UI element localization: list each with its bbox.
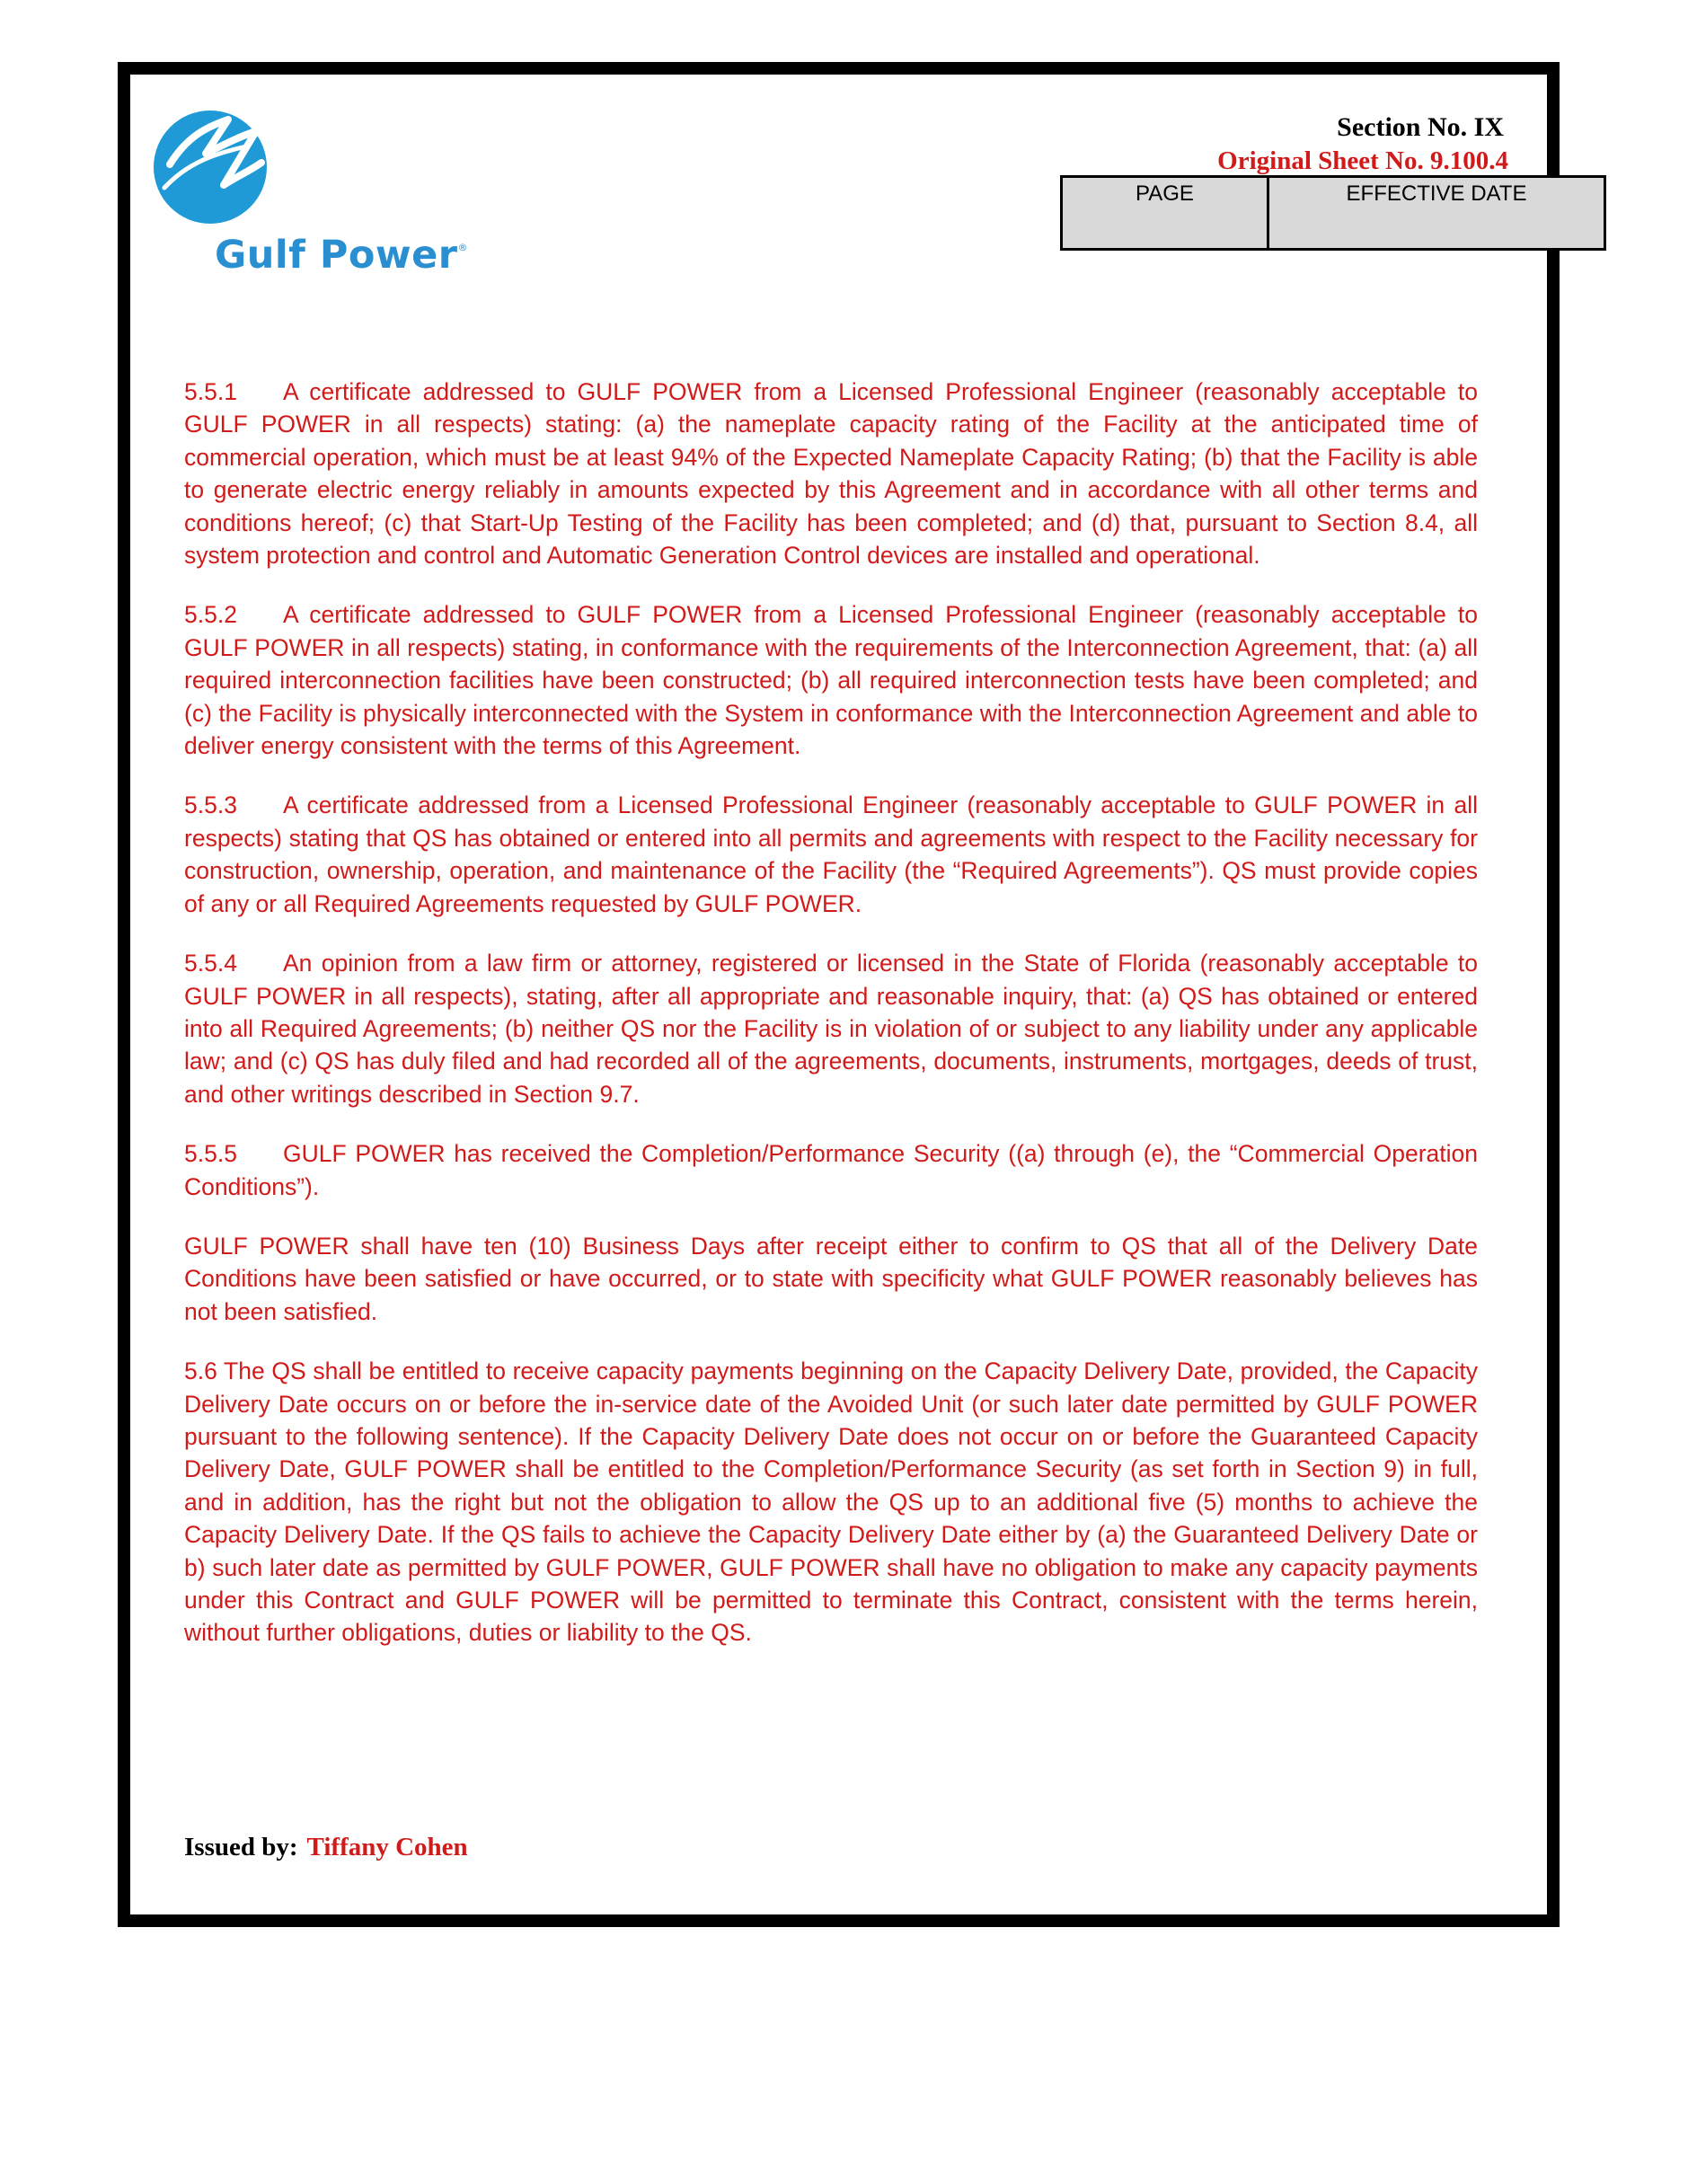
page-effective-date-table xyxy=(1060,175,1606,251)
paragraph-number: 5.5.2 xyxy=(184,601,237,629)
paragraph-number: 5.5.3 xyxy=(184,791,237,819)
paragraph-text: 5.6 The QS shall be entitled to receive capacity payments beginning on the Capacity Delivery Date, provided, the Capacity Delivery Date occurs on or before the in-service date of the Avoided Unit (or such later date permitted by GULF POWER pursuant to the following sentence). If the Capacity Delivery Date does not occur on or before the Guaranteed Capacity Delivery Date, GULF POWER shall be entitled to the Completion/Performance Security (as set forth in Section 9) in full, and in addition, has the right but not the obligation to allow the QS up to an additional five (5) months to achieve the Capacity Delivery Date. If the QS fails to achieve the Capacity Delivery Date either by (a) the Guaranteed Delivery Date or b) such later date as permitted by GULF POWER, GULF POWER shall have no obligation to make any capacity payments under this Contract and GULF POWER will be permitted to terminate this Contract, consistent with the terms herein, without further obligations, duties or liability to the QS. xyxy=(184,1357,1478,1647)
paragraph-text: GULF POWER shall have ten (10) Business Days after receipt either to confirm to QS that all of the Delivery Date Conditions have been satisfied or have occurred, or to state with specificity what GULF POWER reasonably believes has not been satisfied. xyxy=(184,1232,1478,1325)
issued-by-name: Tiffany Cohen xyxy=(306,1833,468,1861)
paragraph-business-days xyxy=(184,1230,1478,1328)
issued-by xyxy=(184,1833,468,1862)
effective-date-cell: EFFECTIVE DATE xyxy=(1268,177,1605,250)
gulf-power-logo xyxy=(152,109,529,279)
paragraph-5-5-4 xyxy=(184,947,1478,1110)
gulf-power-logo-icon xyxy=(152,109,269,225)
paragraph-text: An opinion from a law firm or attorney, registered or licensed in the State of Florida (reasonably acceptable to GULF POWER in all respects), stating, after all appropriate and reasonable inquiry, that: (a) QS has obtained or entered into all Required Agreements; (b) neither QS nor the Facility is in violation of or subject to any liability under any applicable law; and (c) QS has duly filed and had recorded all of the agreements, documents, instruments, mortgages, deeds of trust, and other writings described in Section 9.7. xyxy=(184,950,1478,1108)
paragraph-5-5-2 xyxy=(184,598,1478,762)
page-cell: PAGE xyxy=(1062,177,1268,250)
paragraph-5-5-1 xyxy=(184,376,1478,571)
brand-text: Gulf Power xyxy=(215,233,458,278)
paragraph-text: GULF POWER has received the Completion/Performance Security ((a) through (e), the “Commercial Operation Conditions”). xyxy=(184,1140,1478,1200)
paragraph-number: 5.5.1 xyxy=(184,378,237,405)
paragraph-5-5-3 xyxy=(184,789,1478,920)
brand-name xyxy=(215,233,468,278)
paragraph-number: 5.5.4 xyxy=(184,950,237,977)
document-body xyxy=(184,376,1478,1676)
paragraph-5-6 xyxy=(184,1355,1478,1649)
paragraph-text: A certificate addressed to GULF POWER from a Licensed Professional Engineer (reasonably acceptable to GULF POWER in all respects) stating: (a) the nameplate capacity rating of the Facility at the anticipated time of commercial operation, which must be at least 94% of the Expected Nameplate Capacity Rating; (b) that the Facility is able to generate electric energy reliably in amounts expected by this Agreement and in accordance with all other terms and conditions hereof; (c) that Start-Up Testing of the Facility has been completed; and (d) that, pursuant to Section 8.4, all system protection and control and Automatic Generation Control devices are installed and operational. xyxy=(184,378,1478,570)
paragraph-5-5-5 xyxy=(184,1137,1478,1203)
paragraph-number: 5.5.5 xyxy=(184,1140,237,1168)
sheet-number: Original Sheet No. 9.100.4 xyxy=(1217,146,1508,175)
registered-mark: ® xyxy=(457,242,468,253)
paragraph-text: A certificate addressed to GULF POWER from a Licensed Professional Engineer (reasonably acceptable to GULF POWER in all respects) stating, in conformance with the requirements of the Interconnection Agreement, that: (a) all required interconnection facilities have been constructed; (b) all required interconnection tests have been completed; and (c) the Facility is physically interconnected with the System in conformance with the Interconnection Agreement and able to deliver energy consistent with the terms of this Agreement. xyxy=(184,601,1478,760)
section-number: Section No. IX xyxy=(1337,112,1504,142)
issued-by-label: Issued by: xyxy=(184,1833,298,1861)
paragraph-text: A certificate addressed from a Licensed Professional Engineer (reasonably acceptable to GULF POWER in all respects) stating that QS has obtained or entered into all permits and agreements with respect to the Facility necessary for construction, ownership, operation, and maintenance of the Facility (the “Required Agreements”). QS must provide copies of any or all Required Agreements requested by GULF POWER. xyxy=(184,791,1478,917)
